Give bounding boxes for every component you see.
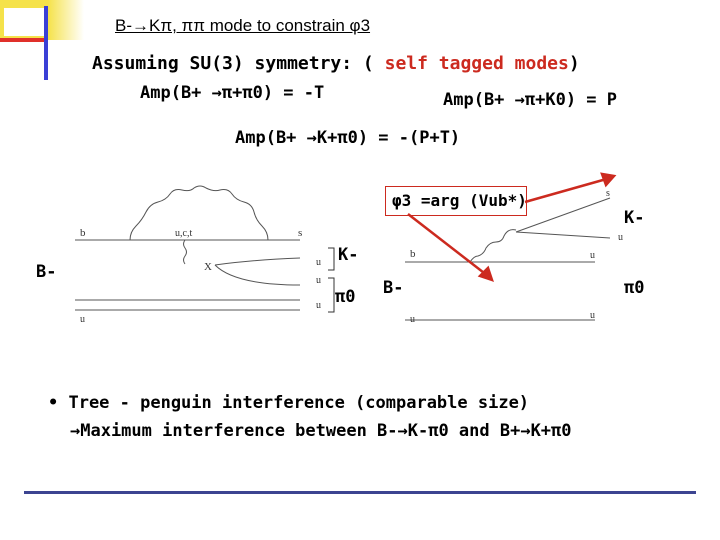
bullet-max-interference: →Maximum interference between B-→K-π0 and B+→K+π0 [70,421,572,441]
penguin-out-u2 [215,265,300,285]
penguin-gluon [184,240,187,264]
tree-meson-label: B- [383,278,404,298]
phi3-arrow-to-s [525,178,610,202]
tree-quark-s: s [606,188,610,199]
penguin-out-u1 [215,258,300,265]
penguin-w-loop [130,186,268,240]
penguin-quark-u1: u [316,257,321,268]
penguin-out-pion: π0 [335,287,356,307]
tree-quark-u: u [618,232,623,243]
penguin-out-kaon: K- [338,245,359,265]
phi3-arrows [408,174,614,280]
tree-diagram [405,198,610,320]
assumption-highlight: self tagged modes [384,53,569,74]
penguin-cross: X [204,261,212,273]
bottom-rule [24,491,696,494]
penguin-quark-u3: u [316,300,321,311]
assumption-prefix: Assuming SU(3) symmetry: ( [92,53,385,74]
penguin-quark-uct: u,c,t [175,228,193,239]
penguin-quark-ubar: u [80,314,85,325]
penguin-meson-label: B- [36,262,57,282]
tree-out-u [516,232,610,238]
penguin-quark-b: b [80,227,86,239]
tree-quark-ubar: u [410,314,415,325]
phi3-arrow-to-vertex [408,214,488,276]
tree-quark-w: u [590,250,595,261]
phi3-arrowhead-s [602,174,614,185]
penguin-quark-s: s [298,227,303,239]
bullet-tree-penguin: • Tree - penguin interference (comparable size) [48,393,530,413]
tree-out-pion: π0 [624,278,645,298]
tree-out-s [516,198,610,232]
assumption-suffix: ) [568,53,580,74]
penguin-bracket-pion [328,278,334,312]
tree-quark-b: b [410,248,416,260]
slide-title: B-→Kπ, ππ mode to constrain φ3 [115,16,371,35]
penguin-bracket-kaon [328,248,334,270]
tree-out-kaon: K- [624,208,645,228]
penguin-quark-u2: u [316,275,321,286]
penguin-diagram [75,186,303,310]
tree-quark-ubar2: u [590,310,595,321]
equation-amp-pik0: Amp(B+ →π+K0) = P [443,90,617,110]
tree-w-boson [470,230,516,262]
equation-amp-kpi0: Amp(B+ →K+π0) = -(P+T) [235,128,461,148]
equation-amp-pipi: Amp(B+ →π+π0) = -T [140,83,325,103]
phi3-label: φ3 =arg (Vub*) [392,191,527,210]
